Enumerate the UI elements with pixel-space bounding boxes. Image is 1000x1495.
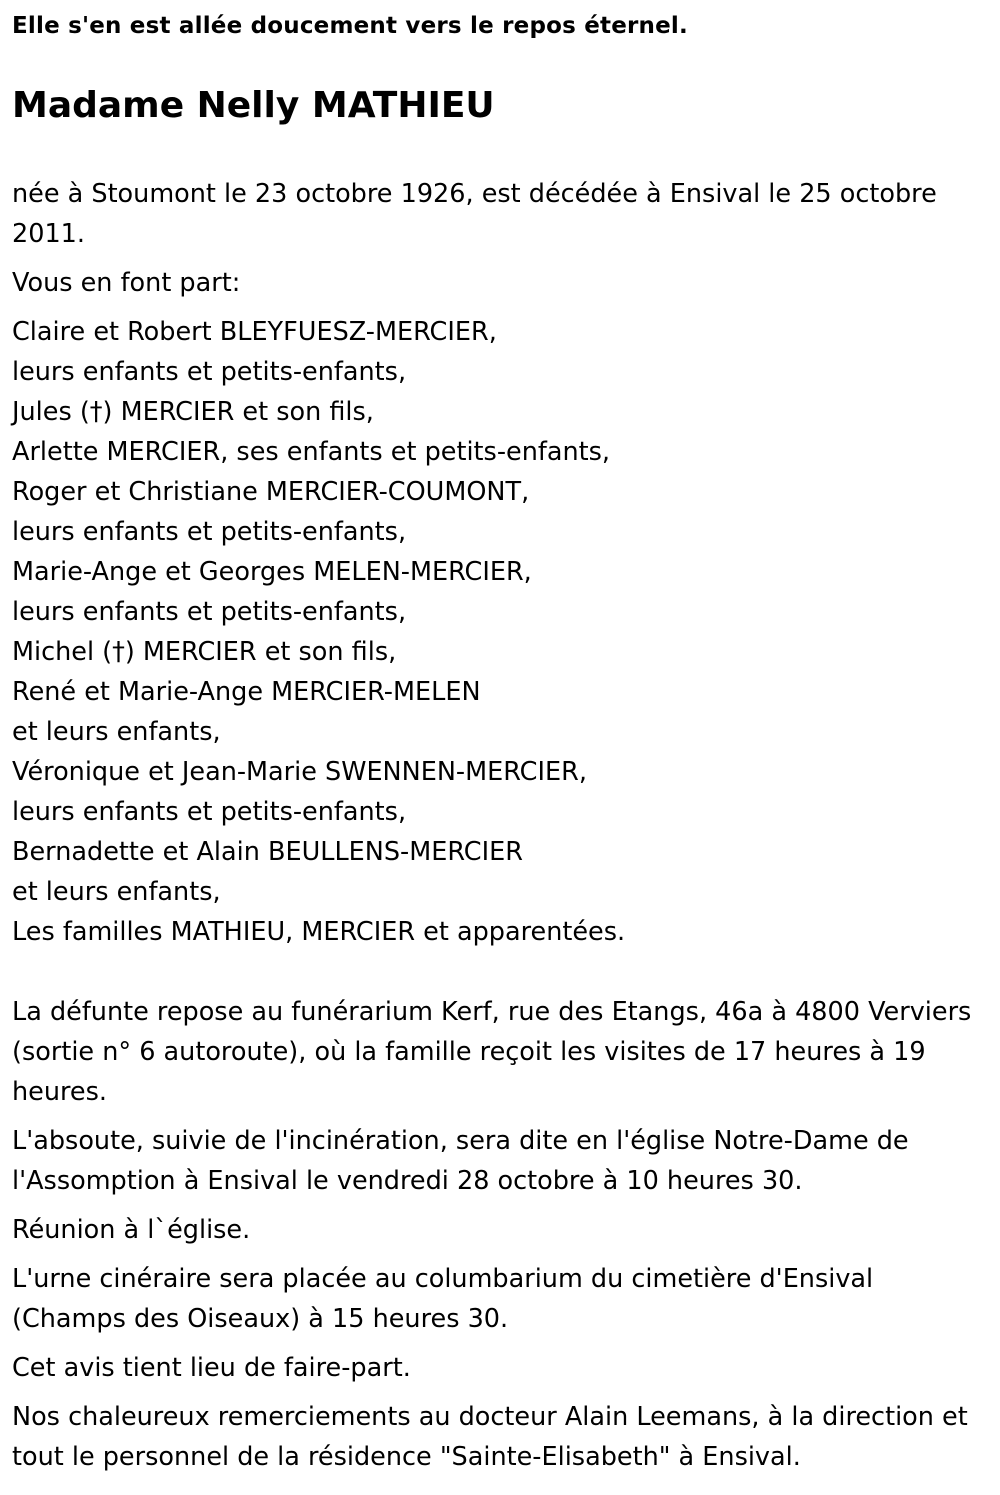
family-line: Arlette MERCIER, ses enfants et petits-enfants, xyxy=(12,437,611,467)
family-line: Les familles MATHIEU, MERCIER et apparentées. xyxy=(12,917,626,947)
family-line: Roger et Christiane MERCIER-COUMONT, xyxy=(12,477,530,507)
meeting-paragraph: Réunion à l`église. xyxy=(12,1215,251,1245)
spacer xyxy=(12,952,982,992)
intro-line: Elle s'en est allée doucement vers le repos éternel. xyxy=(12,13,688,39)
family-list xyxy=(12,312,982,952)
funeral-home-paragraph: La défunte repose au funérarium Kerf, rue des Etangs, 46a à 4800 Verviers (sortie n° 6 autoroute), où la famille reçoit les visites de 17 heures à 19 heures. xyxy=(12,997,972,1107)
thanks-paragraph: Nos chaleureux remerciements au docteur Alain Leemans, à la direction et tout le personnel de la résidence "Sainte-Elisabeth" à Ensival. xyxy=(12,1402,968,1472)
family-line: Michel (†) MERCIER et son fils, xyxy=(12,637,397,667)
family-line: Jules (†) MERCIER et son fils, xyxy=(12,397,374,427)
family-line: et leurs enfants, xyxy=(12,717,221,747)
family-line: leurs enfants et petits-enfants, xyxy=(12,357,407,387)
notice-body xyxy=(12,174,982,1486)
family-line: et leurs enfants, xyxy=(12,877,221,907)
family-line: Véronique et Jean-Marie SWENNEN-MERCIER, xyxy=(12,757,587,787)
deceased-name: Madame Nelly MATHIEU xyxy=(12,85,495,126)
birth-death-paragraph: née à Stoumont le 23 octobre 1926, est décédée à Ensival le 25 octobre 2011. xyxy=(12,179,937,249)
service-paragraph: L'absoute, suivie de l'incinération, sera dite en l'église Notre-Dame de l'Assomption à Ensival le vendredi 28 octobre à 10 heures 30. xyxy=(12,1126,909,1196)
family-line: René et Marie-Ange MERCIER-MELEN xyxy=(12,677,481,707)
announce-label: Vous en font part: xyxy=(12,268,241,298)
family-line: Claire et Robert BLEYFUESZ-MERCIER, xyxy=(12,317,497,347)
notice-paragraph: Cet avis tient lieu de faire-part. xyxy=(12,1353,411,1383)
family-line: leurs enfants et petits-enfants, xyxy=(12,797,407,827)
family-line: Marie-Ange et Georges MELEN-MERCIER, xyxy=(12,557,532,587)
family-line: leurs enfants et petits-enfants, xyxy=(12,517,407,547)
family-line: leurs enfants et petits-enfants, xyxy=(12,597,407,627)
urn-paragraph: L'urne cinéraire sera placée au columbarium du cimetière d'Ensival (Champs des Oiseaux) à 15 heures 30. xyxy=(12,1264,874,1334)
family-line: Bernadette et Alain BEULLENS-MERCIER xyxy=(12,837,523,867)
